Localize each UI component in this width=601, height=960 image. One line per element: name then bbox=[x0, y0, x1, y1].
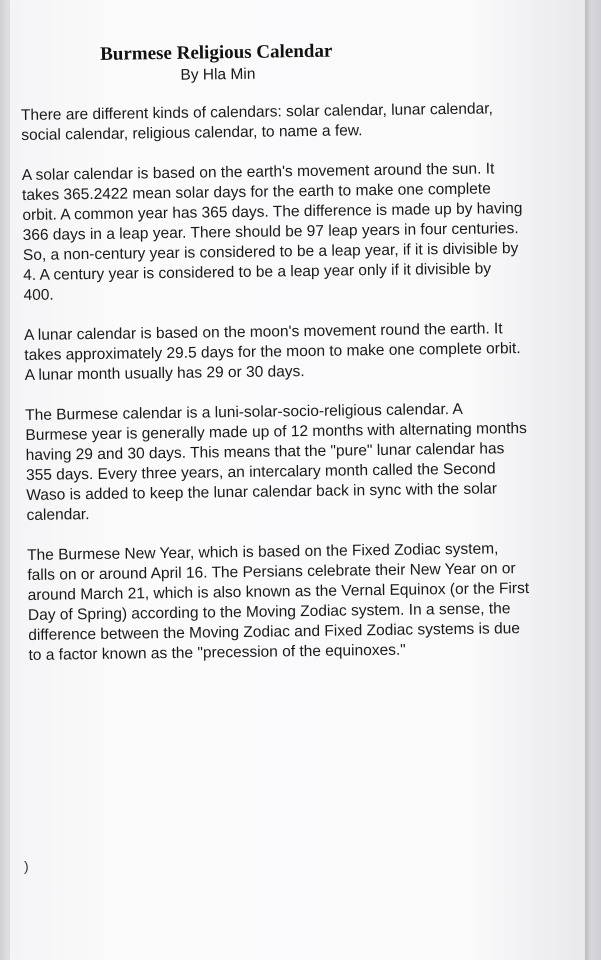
paragraph-new-year: The Burmese New Year, which is based on the Fixed Zodiac system, falls on or around April 16. The Persians celebrate their New Year on or around March 21, which is also known as the Vernal Equinox (or the First Day of Spring) according to the Moving Zodiac system. In a sense, the difference between the Moving Zodiac and Fixed Zodiac systems is due to a factor known as the "precession of the equinoxes." bbox=[27, 540, 530, 664]
paragraph-intro: There are different kinds of calendars: solar calendar, lunar calendar, social calendar, religious calendar, to name a few. bbox=[20, 100, 493, 144]
document-content bbox=[20, 37, 549, 686]
document-title: Burmese Religious Calendar bbox=[100, 40, 333, 65]
paragraph-lunar: A lunar calendar is based on the moon's movement round the earth. It takes approximately 29.5 days for the moon to make one complete orbit. A lunar month usually has 29 or 30 days. bbox=[23, 320, 521, 384]
document-byline: By Hla Min bbox=[180, 65, 256, 84]
paragraph-burmese: The Burmese calendar is a luni-solar-socio-religious calendar. A Burmese year is generally made up of 12 months with alternating months having 29 and 30 days. This means that the "pure" lunar calendar has 355 days. Every three years, an intercalary month called the Second Waso is added to keep the lunar calendar back in sync with the solar calendar. bbox=[25, 400, 527, 524]
margin-mark: ) bbox=[24, 858, 29, 874]
page-edge bbox=[585, 0, 601, 960]
paragraph-solar: A solar calendar is based on the earth's movement around the sun. It takes 365.2422 mean solar days for the earth to make one complete orbit. A common year has 365 days. The difference is made up by having 366 days in a leap year. There should be 97 leap years in four centuries. So, a non-century year is considered to be a leap year, if it is divisible by 4. A century year is considered to be a leap year only if it divisible by 400. bbox=[21, 160, 523, 304]
